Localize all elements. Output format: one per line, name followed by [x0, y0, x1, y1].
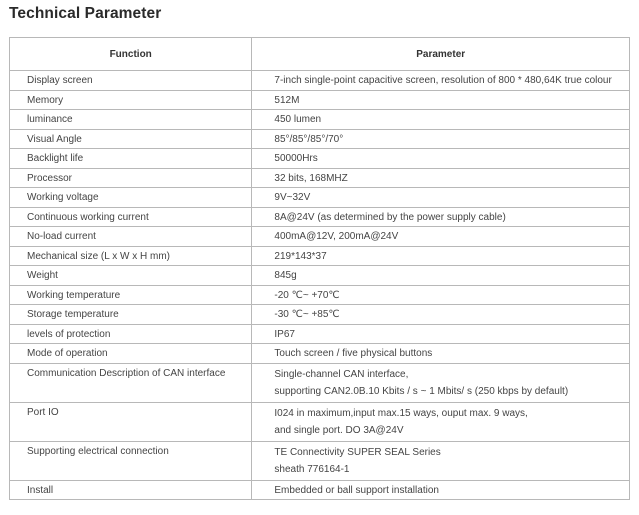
function-cell [10, 441, 252, 480]
table-row [10, 227, 630, 247]
function-label: Communication Description of CAN interface [27, 367, 226, 379]
parameter-value: I024 in maximum,input max.15 ways, ouput max. 9 ways, [274, 407, 528, 419]
function-label: luminance [27, 114, 73, 125]
parameter-value: 219*143*37 [274, 250, 327, 262]
parameter-value: 512M [274, 94, 300, 106]
parameter-cell [252, 110, 630, 130]
parameter-value: 400mA@12V, 200mA@24V [274, 231, 399, 242]
parameter-cell [252, 168, 630, 188]
table-row [10, 110, 630, 130]
function-cell [10, 149, 252, 169]
parameter-cell [252, 344, 630, 364]
function-cell [10, 110, 252, 130]
parameter-cell [252, 266, 630, 286]
table-row [10, 324, 630, 344]
function-cell [10, 480, 252, 500]
header-function: Function [10, 38, 252, 71]
parameter-cell [252, 305, 630, 325]
parameter-value: 7-inch single-point capacitive screen, resolution of 800 * 480,64K true colour [274, 75, 612, 86]
table-row [10, 149, 630, 169]
function-label: levels of protection [27, 328, 111, 340]
parameter-value: 50000Hrs [274, 153, 318, 164]
function-cell [10, 344, 252, 364]
parameter-value: 845g [274, 270, 297, 281]
parameter-cell [252, 402, 630, 441]
table-row [10, 363, 630, 402]
parameter-value: -20 ℃~ +70℃ [274, 289, 340, 301]
function-cell [10, 168, 252, 188]
table-row [10, 129, 630, 149]
table-row [10, 305, 630, 325]
parameter-cell [252, 324, 630, 344]
parameter-value: TE Connectivity SUPER SEAL Series [274, 446, 441, 458]
function-label: Display screen [27, 75, 93, 86]
function-label: Visual Angle [27, 133, 82, 145]
function-cell [10, 207, 252, 227]
table-row [10, 266, 630, 286]
table-row [10, 90, 630, 110]
parameter-value: -30 ℃~ +85℃ [274, 309, 340, 320]
function-label: Weight [27, 270, 58, 281]
header-parameter: Parameter [252, 38, 630, 71]
parameter-cell [252, 441, 630, 480]
table-row [10, 188, 630, 208]
function-label: Working voltage [27, 192, 99, 203]
parameter-value: 9V~32V [274, 192, 311, 203]
function-cell [10, 363, 252, 402]
function-cell [10, 246, 252, 266]
function-label: Backlight life [27, 153, 84, 164]
table-body [10, 71, 630, 500]
parameter-cell [252, 90, 630, 110]
function-label: Mode of operation [27, 348, 108, 359]
parameter-value: 85°/85°/85°/70° [274, 133, 344, 145]
function-label: Mechanical size (L x W x H mm) [27, 250, 170, 262]
table-row [10, 285, 630, 305]
table-header-row [10, 38, 630, 71]
table-row [10, 344, 630, 364]
parameter-value: Touch screen / five physical buttons [274, 348, 433, 359]
parameter-value: 450 lumen [274, 114, 322, 125]
function-label: Working temperature [27, 289, 121, 301]
table-row [10, 207, 630, 227]
parameter-cell [252, 227, 630, 247]
function-label: No-load current [27, 231, 96, 242]
parameter-cell [252, 480, 630, 500]
function-label: Continuous working current [27, 211, 149, 223]
table-row [10, 71, 630, 91]
table-row [10, 402, 630, 441]
function-cell [10, 227, 252, 247]
table-row [10, 480, 630, 500]
function-label: Install [27, 484, 54, 496]
parameter-cell [252, 363, 630, 402]
table-row [10, 246, 630, 266]
parameter-cell [252, 246, 630, 266]
parameter-cell [252, 71, 630, 91]
page-title: Technical Parameter [9, 5, 162, 22]
parameter-cell [252, 285, 630, 305]
function-cell [10, 90, 252, 110]
function-label: Supporting electrical connection [27, 445, 169, 457]
parameter-value: IP67 [274, 328, 295, 340]
parameter-value: supporting CAN2.0B.10 Kbits / s ~ 1 Mbits/ s (250 kbps by default) [274, 385, 569, 397]
function-cell [10, 402, 252, 441]
parameter-value: 8A@24V (as determined by the power supply cable) [274, 211, 506, 223]
parameter-value: and single port. DO 3A@24V [274, 424, 404, 436]
spec-table [9, 37, 630, 500]
parameter-value: Embedded or ball support installation [274, 484, 439, 496]
parameter-value: 32 bits, 168MHZ [274, 172, 348, 184]
table-row [10, 168, 630, 188]
parameter-cell [252, 129, 630, 149]
function-cell [10, 285, 252, 305]
function-label: Memory [27, 94, 64, 106]
function-label: Storage temperature [27, 309, 119, 320]
function-cell [10, 266, 252, 286]
function-cell [10, 324, 252, 344]
parameter-cell [252, 188, 630, 208]
parameter-cell [252, 207, 630, 227]
function-label: Processor [27, 172, 73, 184]
function-cell [10, 305, 252, 325]
parameter-cell [252, 149, 630, 169]
function-cell [10, 129, 252, 149]
table-row [10, 441, 630, 480]
function-cell [10, 71, 252, 91]
parameter-value: sheath 776164-1 [274, 463, 350, 475]
function-cell [10, 188, 252, 208]
parameter-value: Single-channel CAN interface, [274, 368, 409, 380]
function-label: Port IO [27, 406, 59, 418]
